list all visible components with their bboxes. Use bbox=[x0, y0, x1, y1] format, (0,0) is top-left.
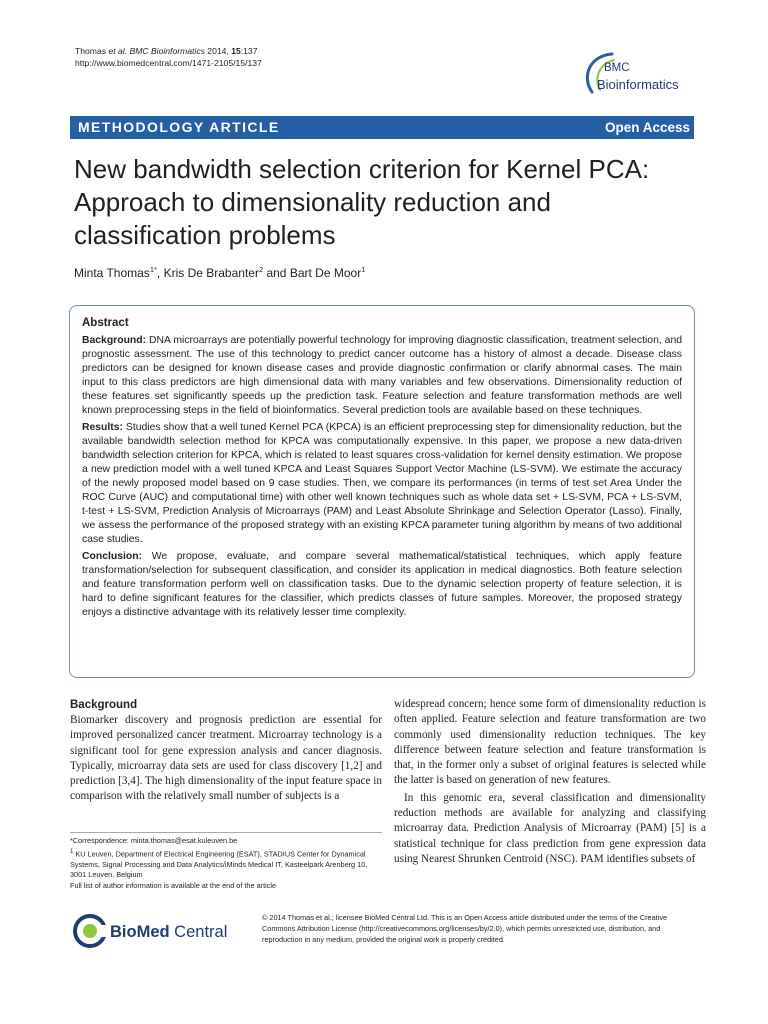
affiliation-note bbox=[70, 847, 384, 881]
bioinformatics-logo-text: Bioinformatics bbox=[597, 77, 679, 92]
license-statement: © 2014 Thomas et al.; licensee BioMed Central Ltd. This is an Open Access article distributed under the terms of the Creative Commons Attribution License (http://creativecommons.org/licenses/by/2.0), which permits unrestricted use, distribution, and reproduction in any medium, provided the original work is properly credited. bbox=[262, 913, 668, 944]
abstract-conclusion bbox=[82, 550, 682, 620]
affiliation-sup: 1 bbox=[70, 847, 74, 855]
body-paragraph: In this genomic era, several classification and dimensionality reduction methods are available for analyzing and classifying microarray data. Prediction Analysis of Microarray (PAM) [5] is a statistical technique for class prediction from gene expression data using Nearest Shrunken Centroid (NSC). PAM identifies subsets of bbox=[394, 791, 706, 865]
body-paragraph: Biomarker discovery and prognosis prediction are essential for improved personalized cancer treatment. Microarray technology is a significant tool for gene expression analysis and cancer diagnosis. Typically, microarray data sets are used for class discovery [1,2] and prediction [3,4]. The high dimensionality of the input feature space in comparison with the relatively small number of subjects is a bbox=[70, 714, 382, 803]
biomed-central-wordmark bbox=[110, 922, 227, 942]
abstract-heading: Abstract bbox=[82, 317, 129, 329]
abstract-text: DNA microarrays are potentially powerful technology for improving diagnostic classification, treatment selection, and prognostic assessment. The use of this technology to predict cancer outcome has a history of almost a decade. Disease class predictors can be designed for known disease cases and provide diagnostic confirmation or clarify abnormal cases. The main input to this class predictors are high dimensional data with many variables and few observations. Dimensionality reduction of these features set significantly speeds up the prediction task. Feature selection and feature transformation methods are well known preprocessing steps in the field of bioinformatics. Several prediction tools are available based on these techniques. bbox=[82, 335, 682, 416]
open-access-label: Open Access bbox=[604, 120, 690, 135]
citation-authors: Thomas bbox=[75, 46, 109, 56]
body-left-column bbox=[70, 698, 382, 805]
abstract-label: Conclusion: bbox=[82, 551, 143, 562]
biomed-wordmark-bold: BioMed bbox=[110, 923, 170, 941]
author-affiliation-sup: 2 bbox=[258, 265, 264, 274]
citation-year: 2014, bbox=[204, 46, 232, 56]
bmc-logo-text: BMC bbox=[604, 62, 630, 74]
affiliation-text: KU Leuven, Department of Electrical Engineering (ESAT), STADIUS Center for Dynamical Systems, Signal Processing and Data Analytics/iMinds Medical IT, Kasteelpark Arenberg 10, 3001 Leuven, Belgium bbox=[70, 849, 368, 880]
bmc-arc-icon bbox=[580, 50, 700, 100]
abstract-label: Background: bbox=[82, 335, 147, 346]
author-name: Bart De Moor bbox=[289, 266, 362, 280]
biomed-central-emblem-icon bbox=[70, 911, 110, 953]
citation-journal bbox=[108, 46, 204, 56]
author-affiliation-sup: 1* bbox=[149, 265, 157, 274]
abstract-label: Results: bbox=[82, 422, 123, 433]
abstract-background bbox=[82, 334, 682, 418]
citation-volume: 15 bbox=[231, 46, 241, 56]
correspondence-note: *Correspondence: minta.thomas@esat.kuleuven.be bbox=[70, 836, 238, 845]
body-right-column bbox=[394, 697, 706, 867]
footnotes bbox=[70, 836, 384, 891]
article-url[interactable]: http://www.biomedcentral.com/1471-2105/15/137 bbox=[75, 58, 262, 68]
author-list bbox=[74, 262, 365, 281]
citation-journal-name: BMC Bioinformatics bbox=[127, 46, 205, 56]
abstract-text: Studies show that a well tuned Kernel PCA (KPCA) is an efficient preprocessing step for dimensionality reduction, but the available bandwidth selection method for KPCA was computationally expensive. In this paper, we propose a new data-driven bandwidth selection criterion for KPCA, which is related to least squares cross-validation for kernel density estimation. We propose a new prediction model with a well tuned KPCA and Least Squares Support Vector Machine (LS-SVM). We estimate the accuracy of the newly proposed model based on 9 case studies. Then, we compare its performances (in terms of test set Area Under the ROC Curve (AUC) and computational time) with other well known techniques such as whole data set + LS-SVM, PCA + LS-SVM, t-test + LS-SVM, Prediction Analysis of Microarrays (PAM) and Least Absolute Shrinkage and Selection Operator (Lasso). Finally, we assess the performance of the proposed strategy with an existing KPCA parameter tuning algorithm by means of two additional case studies. bbox=[82, 422, 682, 545]
citation-header bbox=[75, 45, 262, 69]
article-title: New bandwidth selection criterion for Kernel PCA: Approach to dimensionality reduction and classification problems bbox=[74, 154, 650, 250]
abstract-text: We propose, evaluate, and compare several mathematical/statistical techniques, which apply feature transformation/selection for subsequent classification, and consider its application in medical diagnostics. Both feature selection and feature transformation perform well on classification tasks. Due to the dynamic selection property of feature selection, it is hard to define significant features for the classifier, which predicts classes of future samples. Moreover, the proposed strategy enjoys a distinctive advantage with its relatively lesser time complexity. bbox=[82, 551, 682, 618]
section-heading-background: Background bbox=[70, 699, 138, 711]
author-info-note: Full list of author information is available at the end of the article bbox=[70, 880, 277, 890]
body-paragraph: widespread concern; hence some form of dimensionality reduction is often applied. Feature selection and feature transformation are two commonly used dimensionality reduction techniques. The key difference between feature selection and feature transformation is that, in the former only a subset of original features is selected while the latter is based on generation of new features. bbox=[394, 698, 706, 787]
citation-line bbox=[75, 45, 262, 57]
biomed-central-logo bbox=[70, 911, 230, 953]
article-type-label: METHODOLOGY ARTICLE bbox=[78, 119, 280, 135]
author-separator: , bbox=[156, 266, 164, 280]
abstract bbox=[82, 315, 682, 623]
abstract-results bbox=[82, 421, 682, 547]
author-affiliation-sup: 1 bbox=[361, 265, 366, 274]
author-name: Minta Thomas bbox=[74, 266, 150, 280]
article-type-banner bbox=[70, 116, 694, 139]
author-name: Kris De Brabanter bbox=[163, 266, 259, 280]
bmc-bioinformatics-logo bbox=[580, 50, 700, 100]
central-wordmark: Central bbox=[169, 923, 228, 941]
citation-etal: et al. bbox=[108, 46, 128, 56]
citation-page: :137 bbox=[240, 46, 258, 56]
footnote-divider bbox=[70, 832, 382, 833]
author-separator: and bbox=[263, 266, 290, 280]
